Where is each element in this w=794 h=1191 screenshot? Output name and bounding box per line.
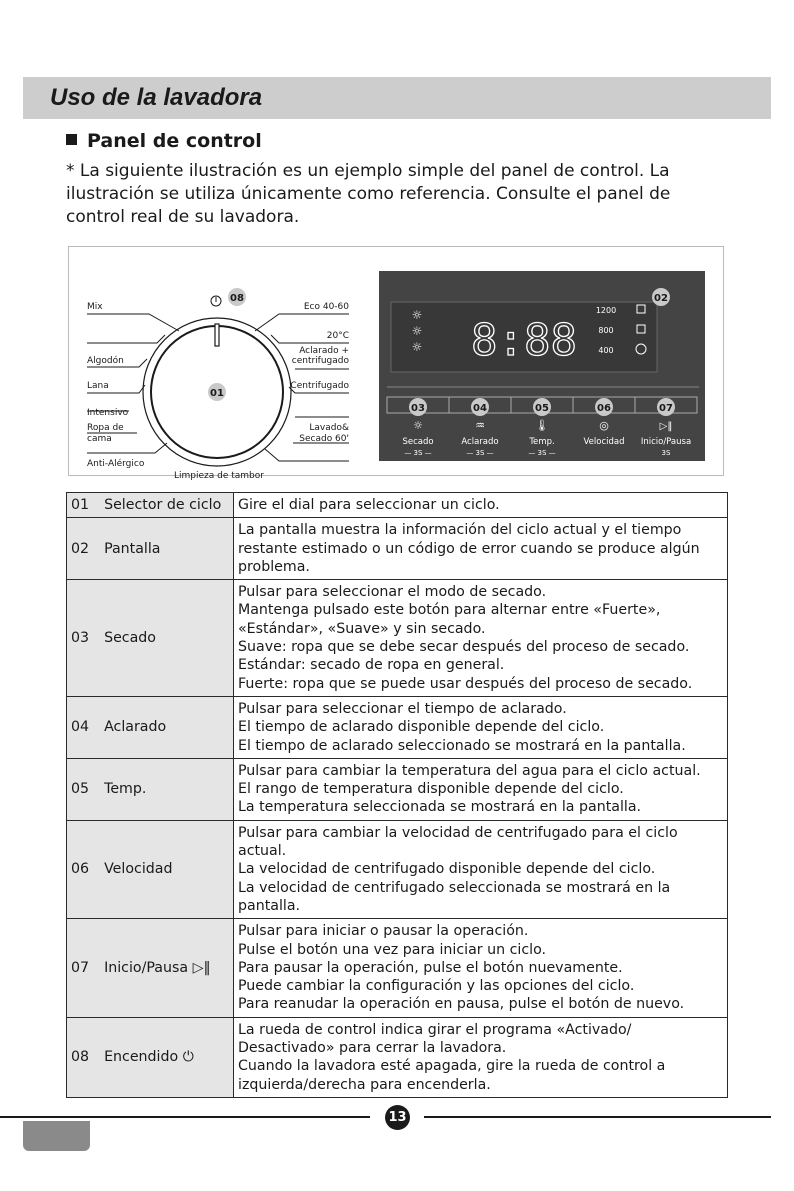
row-number: 04: [71, 719, 90, 736]
desc-line: Estándar: secado de ropa en general.: [238, 657, 505, 674]
footer-rule-left: [0, 1116, 370, 1118]
rinse-icon: ♒: [475, 419, 485, 432]
table-key-cell: [67, 493, 234, 518]
button-sub-aclarado: — 3S —: [466, 449, 494, 457]
dial-label-cama: cama: [87, 434, 112, 444]
lcd-digits: 8:88: [471, 315, 577, 366]
table-key-cell: [67, 919, 234, 1017]
page-number: 13: [385, 1105, 410, 1130]
desc-line: Puede cambiar la configuración y las opciones del ciclo.: [238, 978, 635, 995]
table-row: [67, 696, 728, 758]
desc-line: El tiempo de aclarado disponible depende del ciclo.: [238, 719, 605, 736]
desc-line: Pulsar para cambiar la velocidad de centrifugado para el ciclo: [238, 824, 678, 841]
desc-line: La velocidad de centrifugado disponible depende del ciclo.: [238, 861, 656, 878]
button-sub-temp: — 3S —: [528, 449, 556, 457]
row-number: 01: [71, 497, 90, 513]
table-desc-cell: [234, 919, 728, 1017]
table-key-cell: [67, 518, 234, 580]
dial-pointer: [215, 324, 219, 346]
table-row: [67, 518, 728, 580]
row-number: 06: [71, 861, 90, 878]
desc-line: Pulsar para cambiar la temperatura del agua para el ciclo actual.: [238, 762, 701, 779]
desc-line: izquierda/derecha para encenderla.: [238, 1076, 491, 1093]
speed-400: 400: [598, 346, 614, 355]
table-desc-cell: [234, 1017, 728, 1097]
table-row: [67, 1017, 728, 1097]
row-name: Velocidad: [104, 861, 173, 878]
table-desc-cell: [234, 696, 728, 758]
thermometer-icon: 🌡: [535, 419, 549, 432]
section-heading: [66, 130, 262, 152]
button-sub-secado: — 3S —: [404, 449, 432, 457]
intro-line: control real de su lavadora.: [66, 207, 300, 227]
footer-rule-right: [424, 1116, 771, 1118]
badge-08: 08: [230, 293, 244, 304]
badge-05: 05: [535, 403, 549, 414]
table-row: [67, 820, 728, 918]
desc-line: pantalla.: [238, 897, 301, 914]
table-row: [67, 580, 728, 697]
desc-line: actual.: [238, 843, 287, 860]
table-row: [67, 758, 728, 820]
bullet-square-icon: [66, 134, 77, 145]
dial-label-mix: Mix: [87, 302, 103, 312]
table-row: [67, 919, 728, 1017]
control-panel-svg: [69, 247, 723, 481]
row-name: Pantalla: [104, 540, 161, 557]
dial-label-eco: Eco 40-60: [303, 302, 349, 312]
badge-06: 06: [597, 403, 611, 414]
row-number: 02: [71, 540, 90, 557]
sun-icon: ☼: [411, 308, 423, 322]
desc-line: Gire el dial para seleccionar un ciclo.: [238, 497, 500, 513]
dial-label-algodon: Algodón: [87, 356, 124, 366]
table-desc-cell: [234, 820, 728, 918]
desc-line: problema.: [238, 558, 310, 575]
badge-01: 01: [210, 388, 224, 399]
dial-label-lana: Lana: [87, 381, 109, 391]
button-label-aclarado: Aclarado: [461, 437, 499, 447]
row-name: Inicio/Pausa: [104, 959, 189, 976]
page-header-bar: [23, 77, 771, 119]
table-desc-cell: [234, 518, 728, 580]
table-key-cell: [67, 820, 234, 918]
row-number: 03: [71, 629, 90, 646]
desc-line: Pulse el botón una vez para iniciar un ciclo.: [238, 941, 547, 958]
row-number: 07: [71, 959, 90, 976]
desc-line: La pantalla muestra la información del ciclo actual y el tiempo: [238, 522, 682, 539]
drying-icon: ☼: [413, 419, 423, 432]
row-name: Aclarado: [104, 719, 167, 736]
table-key-cell: [67, 758, 234, 820]
desc-line: La temperatura seleccionada se mostrará en la pantalla.: [238, 799, 642, 816]
badge-02: 02: [654, 293, 668, 304]
table-row: [67, 493, 728, 518]
section-title: Panel de control: [87, 130, 262, 152]
button-label-secado: Secado: [402, 437, 434, 447]
dial-label-ropa-de: Ropa de: [87, 423, 124, 433]
table-key-cell: [67, 1017, 234, 1097]
row-name: Selector de ciclo: [104, 497, 222, 513]
desc-line: Pulsar para seleccionar el modo de secado.: [238, 584, 547, 601]
desc-line: Desactivado» para cerrar la lavadora.: [238, 1040, 507, 1057]
sun-low-icon: ☼: [411, 340, 423, 354]
controls-table: [66, 492, 728, 1098]
intro-line: * La siguiente ilustración es un ejemplo simple del panel de control. La: [66, 161, 670, 181]
intro-line: ilustración se utiliza únicamente como referencia. Consulte el panel de: [66, 184, 671, 204]
button-sub-inicio: 3S: [661, 449, 671, 457]
badge-03: 03: [411, 403, 425, 414]
desc-line: Para pausar la operación, pulse el botón nuevamente.: [238, 959, 623, 976]
desc-line: Mantenga pulsado este botón para alternar entre «Fuerte»,: [238, 602, 661, 619]
table-desc-cell: [234, 580, 728, 697]
intro-paragraph: [66, 160, 736, 229]
row-name: Secado: [104, 629, 156, 646]
play-pause-icon: ▷‖: [192, 959, 211, 976]
row-name: Encendido: [104, 1049, 179, 1066]
desc-line: Cuando la lavadora esté apagada, gire la rueda de control a: [238, 1058, 666, 1075]
footer-tab: [23, 1121, 90, 1151]
desc-line: «Estándar», «Suave» y sin secado.: [238, 620, 486, 637]
power-icon: [211, 296, 221, 306]
dial-label-aclarado: Aclarado +: [299, 346, 349, 356]
table-key-cell: [67, 696, 234, 758]
desc-line: La velocidad de centrifugado seleccionada se mostrará en la: [238, 879, 671, 896]
power-icon: ⏻: [182, 1049, 194, 1066]
button-label-temp: Temp.: [529, 437, 555, 447]
spin-icon: ◎: [599, 419, 609, 432]
button-label-velocidad: Velocidad: [583, 437, 625, 447]
desc-line: Pulsar para seleccionar el tiempo de aclarado.: [238, 700, 567, 717]
dial-label-centrifugado-sub: centrifugado: [291, 356, 349, 366]
desc-line: Suave: ropa que se debe secar después del proceso de secado.: [238, 639, 690, 656]
button-label-inicio: Inicio/Pausa: [640, 437, 692, 447]
dial-label-lavado: Lavado&: [309, 423, 349, 433]
dial-label-secado60: Secado 60': [299, 434, 349, 444]
table-desc-cell: [234, 493, 728, 518]
dial-label-centrifugado: Centrifugado: [290, 381, 349, 391]
sun-icon: ☼: [411, 324, 423, 338]
dial-label-20c: 20°C: [326, 331, 349, 341]
dial-label-intensivo: Intensivo: [87, 408, 129, 418]
play-pause-icon: ▷‖: [659, 421, 673, 432]
desc-line: restante estimado o un código de error cuando se produce algún: [238, 540, 700, 557]
row-number: 08: [71, 1049, 90, 1066]
desc-line: Pulsar para iniciar o pausar la operación.: [238, 923, 529, 940]
page-header-title: Uso de la lavadora: [50, 84, 263, 111]
dial-label-limpieza: Limpieza de tambor: [174, 471, 264, 481]
control-panel-illustration: [68, 246, 724, 481]
desc-line: El tiempo de aclarado seleccionado se mostrará en la pantalla.: [238, 737, 686, 754]
badge-04: 04: [473, 403, 487, 414]
row-name: Temp.: [104, 781, 147, 798]
desc-line: Fuerte: ropa que se puede usar después del proceso de secado.: [238, 675, 693, 692]
desc-line: La rueda de control indica girar el programa «Activado/: [238, 1021, 632, 1038]
speed-1200: 1200: [595, 306, 617, 315]
dial-label-antialergico: Anti-Alérgico: [87, 459, 145, 469]
desc-line: Para reanudar la operación en pausa, pulse el botón de nuevo.: [238, 996, 685, 1013]
row-number: 05: [71, 781, 90, 798]
desc-line: El rango de temperatura disponible depende del ciclo.: [238, 781, 624, 798]
table-desc-cell: [234, 758, 728, 820]
speed-800: 800: [598, 326, 614, 335]
badge-07: 07: [659, 403, 673, 414]
table-key-cell: [67, 580, 234, 697]
